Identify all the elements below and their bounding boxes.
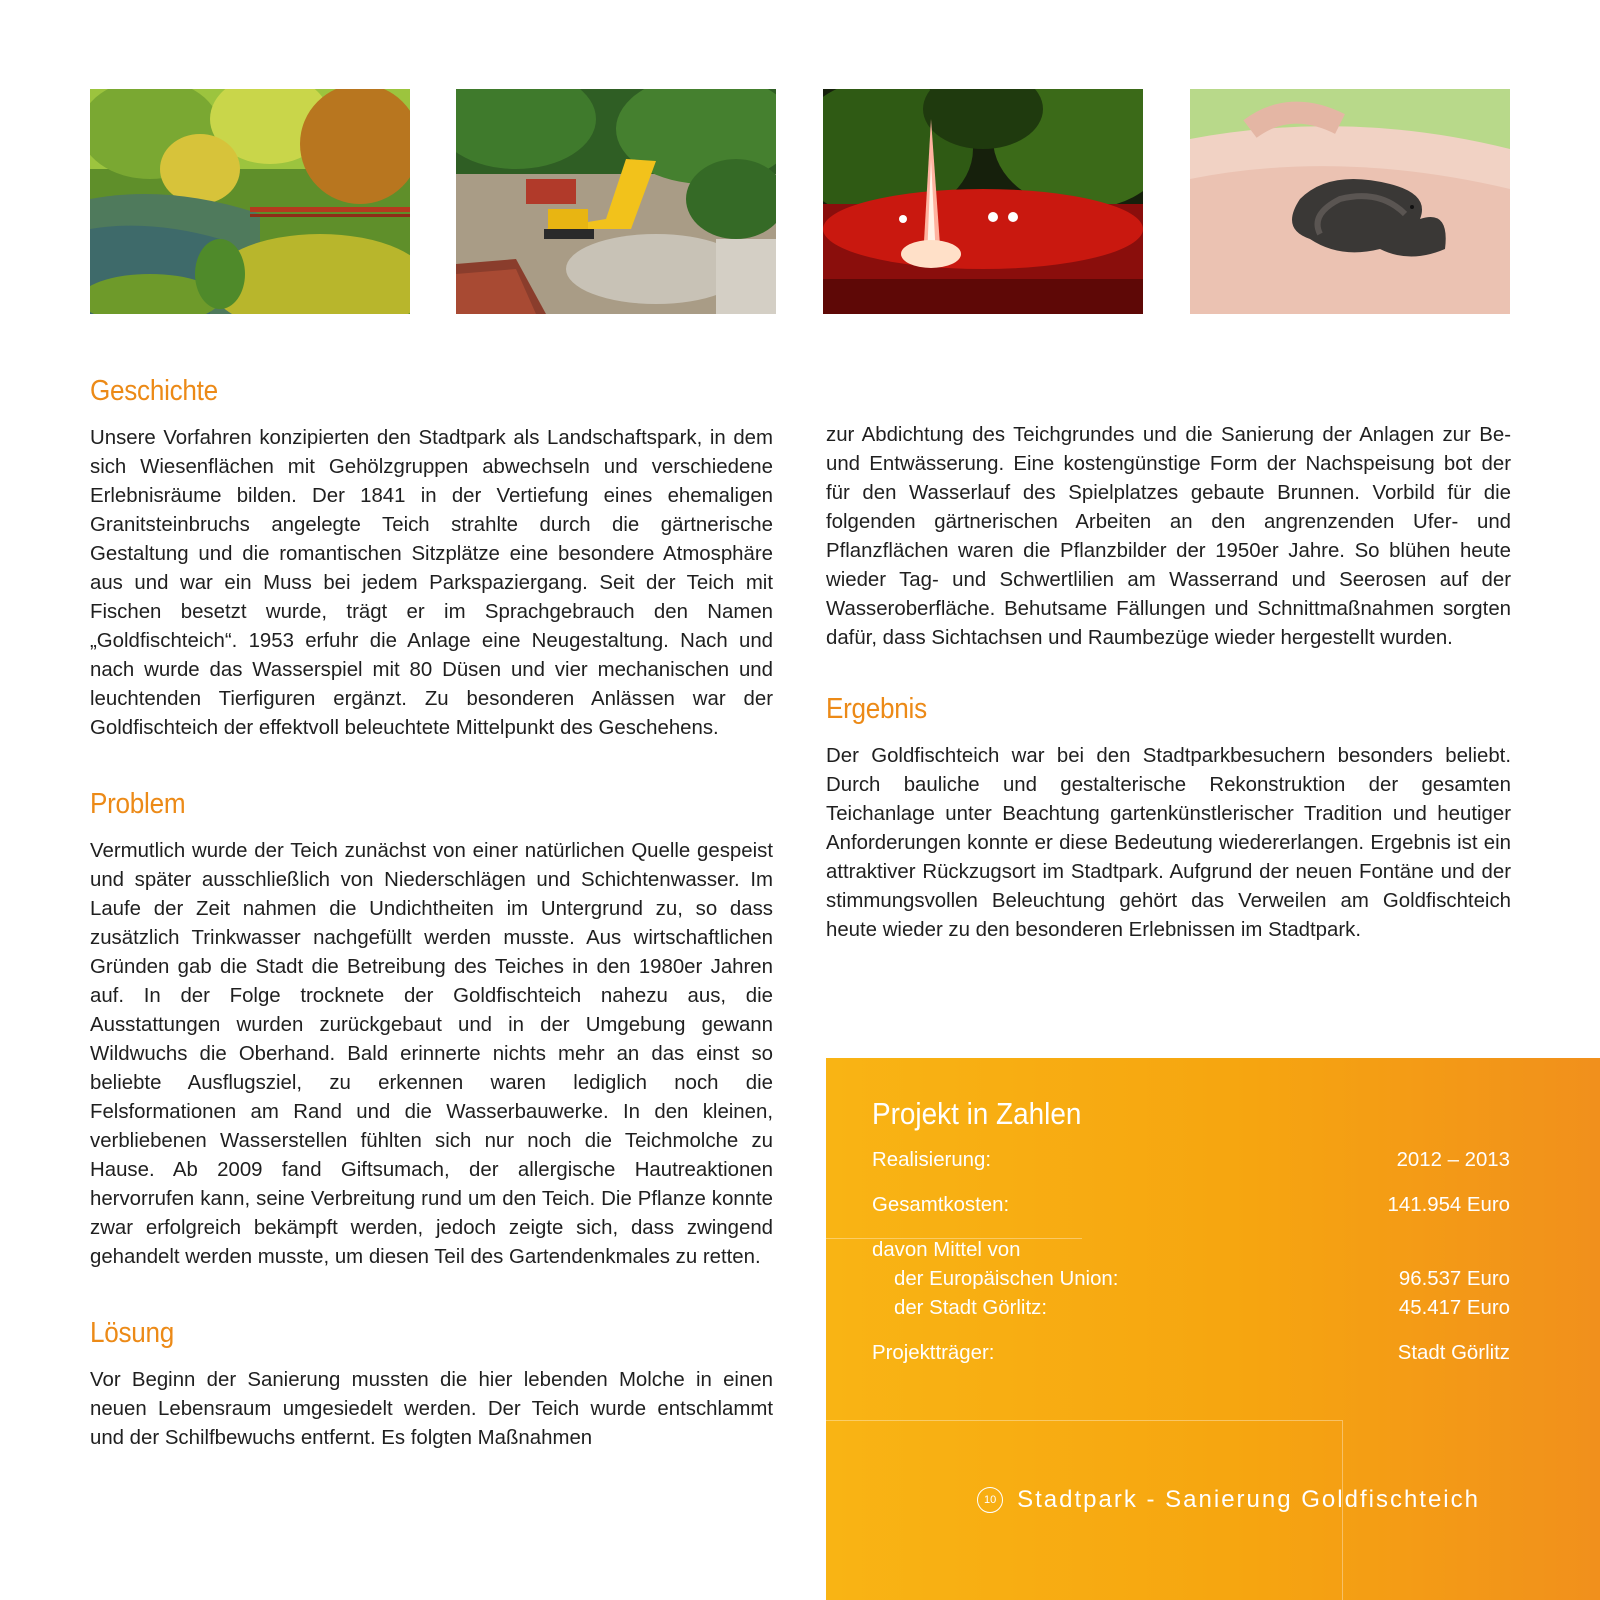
facts-title: Projekt in Zahlen — [872, 1096, 1082, 1131]
facts-label: der Europäischen Union: — [894, 1268, 1119, 1290]
heading-problem: Problem — [90, 788, 186, 820]
heading-geschichte: Geschichte — [90, 375, 218, 407]
left-column — [90, 371, 773, 1453]
photo-newt-on-hand — [1190, 89, 1510, 314]
text-loesung-right: zur Abdichtung des Teichgrundes und die Sanierung der Anlagen zur Be- und Entwässerung. Eine kostengünstige Form der Nachspeisung bot der für den Wasserlauf des Spielplatzes gebaute Brunnen. Vorbild für die folgenden gärtnerischen Arbeiten an den angrenzenden Ufer- und Pflanzflächen waren die Pflanzbilder der 1950er Jahre. So blühen heute wieder Tag- und Schwertlilien am Wasserrand und Seerosen auf der Wasseroberfläche. Behutsame Fällungen und Schnittmaßnahmen sorgten dafür, dass Sichtachsen und Raumbezüge wieder hergestellt wurden. — [826, 424, 1511, 649]
project-facts-box — [826, 1058, 1600, 1600]
heading-ergebnis: Ergebnis — [826, 693, 927, 725]
text-ergebnis: Der Goldfischteich war bei den Stadtparkbesuchern besonders beliebt. Durch bauliche und gestalterische Rekonstruktion der gesamten Teichanlage unter Beachtung gartenkünstlerischer Tradition und heutiger Anforderungen konnte er diese Bedeutung wiedererlangen. Ergebnis ist ein attraktiver Rückzugsort im Stadtpark. Aufgrund der neuen Fontäne und der stimmungsvollen Beleuchtung gehört das Verweilen am Goldfischteich heute wieder zu den besonderen Erlebnissen im Stadtpark. — [826, 745, 1511, 941]
facts-label: davon Mittel von — [872, 1239, 1021, 1261]
facts-value: 141.954 Euro — [1387, 1194, 1510, 1216]
footer-title: Stadtpark - Sanierung Goldfischteich — [1017, 1486, 1480, 1513]
text-geschichte: Unsere Vorfahren konzipierten den Stadtpark als Landschaftspark, in dem sich Wiesenflächen mit Gehölzgruppen abwechseln und verschiedene Erlebnisräume bilden. Der 1841 in der Vertiefung eines ehemaligen Granitsteinbruchs angelegte Teich strahlte durch die gärtnerische Gestaltung und die romantischen Sitzplätze eine besondere Atmosphäre aus und war ein Muss bei jedem Parkspaziergang. Seit der Teich mit Fischen besetzt wurde, trägt er im Sprachgebrauch den Namen „Goldfischteich“. 1953 erfuhr die Anlage eine Neugestaltung. Nach und nach wurde das Wasserspiel mit 80 Düsen und vier mechanischen und leuchtenden Tierfiguren ergänzt. Zu besonderen Anlässen war der Goldfischteich der effektvoll beleuchtete Mittelpunkt des Geschehens. — [90, 427, 773, 739]
facts-value: 96.537 Euro — [1398, 1268, 1510, 1290]
photo-illuminated-fountain — [823, 89, 1143, 314]
photo-construction-excavator — [456, 89, 776, 314]
text-loesung-left: Vor Beginn der Sanierung mussten die hier lebenden Molche in einen neuen Lebensraum umgesiedelt werden. Der Teich wurde entschlammt und der Schilfbewuchs entfernt. Es folgten Maßnahmen — [90, 1369, 773, 1449]
photo-pond-garden — [90, 89, 410, 314]
facts-value: 2012 – 2013 — [1396, 1149, 1510, 1171]
facts-value: Stadt Görlitz — [1397, 1342, 1510, 1364]
facts-label: Realisierung: — [872, 1149, 992, 1171]
heading-loesung: Lösung — [90, 1317, 175, 1349]
facts-label: der Stadt Görlitz: — [894, 1297, 1047, 1319]
facts-label: Projektträger: — [872, 1342, 995, 1364]
facts-value: 45.417 Euro — [1398, 1297, 1510, 1319]
right-column — [826, 421, 1511, 945]
page-footer — [977, 1486, 1480, 1514]
text-problem: Vermutlich wurde der Teich zunächst von einer natürlichen Quelle gespeist und später ausschließlich von Niederschlägen und Schichtenwasser. Im Laufe der Zeit nahmen die Undichtheiten im Untergrund zu, so dass zusätzlich Trinkwasser nachgefüllt werden musste. Aus wirtschaftlichen Gründen gab die Stadt die Betreibung des Teiches in den 1980er Jahren auf. In der Folge trocknete der Goldfischteich nahezu aus, die Ausstattungen wurden zurückgebaut und in der Umgebung gewann Wildwuchs die Oberhand. Bald erinnerte nichts mehr an das einst so beliebte Ausflugsziel, zu erkennen waren lediglich noch die Felsformationen am Rand und die Wasserbauwerke. In den kleinen, verbliebenen Wasserstellen fühlten sich nur noch die Teichmolche zu Hause. Ab 2009 fand Giftsumach, der allergische Hautreaktionen hervorrufen kann, seine Verbreitung rund um den Teich. Die Pflanze konnte zwar erfolgreich bekämpft werden, jedoch zeigte sich, dass zwingend gehandelt werden musste, um diesen Teil des Gartendenkmales zu retten. — [90, 840, 773, 1268]
page-number: 10 — [977, 1487, 1003, 1513]
facts-label: Gesamtkosten: — [872, 1194, 1010, 1216]
divider-line — [826, 1420, 1342, 1421]
